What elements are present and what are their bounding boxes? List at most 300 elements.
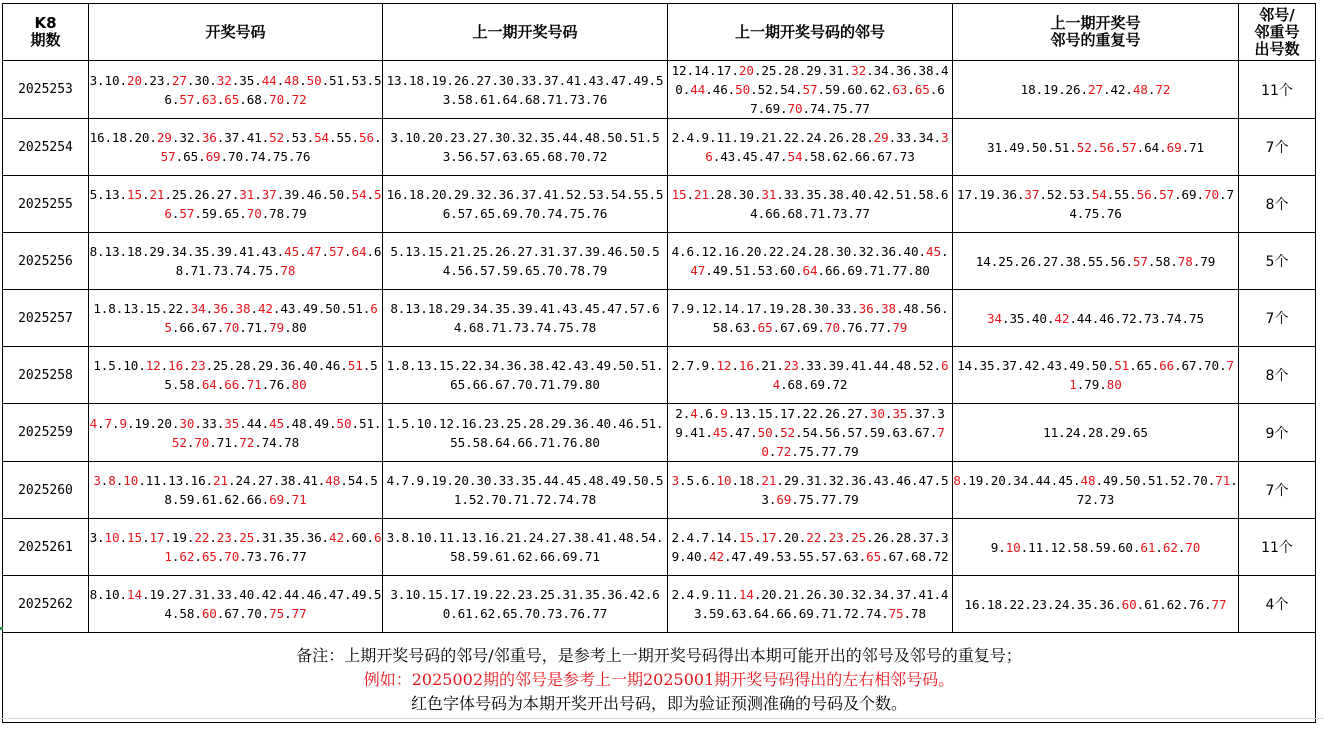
number-text: . [772, 425, 781, 440]
hit-number: 70 [246, 206, 262, 221]
hit-number: 34 [987, 310, 1002, 326]
table-row [3, 119, 1316, 176]
number-text: 3. [89, 530, 105, 545]
hit-count-cell[interactable]: 7个 [1239, 119, 1316, 176]
hit-count-cell[interactable]: 5个 [1239, 233, 1316, 290]
hit-number: 72 [239, 434, 255, 450]
number-text: 31.49.50.51. [986, 139, 1077, 155]
neighbor-numbers-cell[interactable] [668, 576, 953, 633]
number-text: .49.51.53.60. [705, 263, 803, 278]
previous-numbers-cell[interactable] [383, 61, 668, 119]
hit-number: 79 [892, 320, 908, 335]
neighbor-numbers-cell[interactable] [668, 290, 953, 347]
neighbor-repeat-cell[interactable] [953, 233, 1239, 290]
number-text: 2.4.9.11.19.21.22.24.26.28. [671, 130, 874, 145]
period-cell[interactable]: 2025262 [3, 576, 89, 633]
neighbor-repeat-cell[interactable] [953, 404, 1239, 462]
hit-number: 57 [1159, 187, 1175, 202]
hit-number: 57 [802, 82, 818, 97]
number-text: .44.46.72.73.74.75 [1069, 310, 1204, 326]
number-text: . [115, 473, 124, 488]
number-text: .43.49.50.51. [272, 301, 371, 316]
neighbor-numbers-cell[interactable] [668, 233, 953, 290]
number-text: . [373, 130, 382, 145]
table-row [3, 519, 1316, 576]
number-text: .19.27.31.33.40.42.44.46.47.49.54.58. [141, 587, 382, 621]
number-text: .59.60.62. [817, 82, 893, 97]
hit-number: 80 [1106, 377, 1122, 392]
number-text: 7.9.12.14.17.19.28.30.33. [671, 301, 859, 316]
number-text: . [171, 206, 180, 221]
hit-number: 8 [108, 473, 116, 488]
number-text: . [194, 91, 202, 107]
hit-count-cell[interactable]: 9个 [1239, 404, 1316, 462]
number-text: . [940, 244, 949, 259]
number-text: . [171, 549, 180, 564]
note-line-2: 例如：2025002期的邻号是参考上一期2025001期开奖号码得出的左右相邻号码。 [363, 669, 955, 689]
hit-number: 27 [171, 72, 187, 88]
number-text: . [112, 415, 120, 431]
number-text: .13.15.17.22.26.27. [727, 406, 870, 421]
number-text: .39.46.50. [276, 187, 352, 202]
hit-number: 7 [104, 415, 113, 431]
number-text: . [284, 492, 292, 507]
number-text: .37.39.41. [675, 406, 945, 440]
hit-count-cell[interactable]: 7个 [1239, 290, 1316, 347]
hit-number: 48 [1132, 82, 1148, 97]
number-text: .65. [175, 149, 206, 164]
hit-number: 30 [179, 415, 195, 431]
hit-number: 77 [291, 606, 307, 621]
hit-number: 63 [892, 82, 908, 97]
draw-numbers-cell[interactable] [89, 462, 383, 519]
number-text: .66.69.71.77.80 [817, 263, 930, 278]
hit-number: 23 [190, 358, 206, 373]
neighbor-numbers-cell[interactable] [668, 119, 953, 176]
note-cell[interactable] [3, 633, 1316, 723]
hit-number: 60 [1121, 596, 1137, 612]
hit-number: 66 [224, 377, 240, 392]
number-text: . [209, 530, 217, 545]
number-text: .5.6. [679, 473, 717, 488]
number-text: .67.68.72 [881, 549, 949, 564]
hit-number: 9 [119, 415, 127, 431]
number-text: .47. [727, 425, 758, 440]
number-text: . [1114, 139, 1122, 155]
hit-number: 14 [127, 587, 142, 602]
hit-number: 44 [690, 82, 706, 97]
number-text: 1.5.10. [93, 358, 146, 373]
number-text: . [231, 530, 240, 545]
number-text: .68. [239, 91, 270, 107]
hit-number: 14 [738, 587, 754, 602]
hit-number: 10 [1005, 539, 1021, 555]
number-text: 5.13.15.21.25.26.27.31.37.39.46.50.54.56.57.59.65.70.78.79 [390, 244, 660, 278]
hit-number: 37 [1024, 187, 1040, 202]
number-text: .59.65. [194, 206, 247, 221]
number-text: .76.77. [839, 320, 893, 335]
neighbor-repeat-cell[interactable] [953, 519, 1239, 576]
number-text: .73.76.77 [239, 549, 307, 564]
number-text: .68.69.72 [780, 377, 848, 392]
hit-number: 69 [776, 492, 792, 507]
hit-number: 45 [712, 425, 728, 440]
hit-number: 69 [205, 149, 221, 164]
cell-corner-marker [0, 627, 3, 630]
hit-number: 79 [269, 320, 285, 335]
draw-numbers-cell[interactable] [89, 404, 383, 462]
number-text: .30. [186, 72, 217, 88]
hit-number: 15 [738, 530, 754, 545]
hit-number: 47 [306, 244, 322, 259]
hit-number: 78 [280, 263, 296, 278]
hit-number: 61 [164, 530, 382, 564]
number-text: .67.70. [216, 606, 270, 621]
number-text: .18. [731, 473, 762, 488]
number-text: .42. [1102, 82, 1133, 97]
hit-number: 16 [168, 358, 184, 373]
hit-number: 57 [179, 206, 195, 221]
hit-number: 51 [1114, 358, 1130, 373]
number-text: .52.54. [750, 82, 803, 97]
number-text: .33.35.38.40.42.51.58.64.66.68.71.73.77 [750, 187, 949, 221]
previous-numbers-cell[interactable] [383, 576, 668, 633]
number-text: .47.49.53.55.57.63. [723, 549, 867, 564]
number-text: .67.69. [772, 320, 825, 335]
number-text: .26.28.37.39.40. [671, 530, 949, 564]
hit-number: 75 [269, 606, 285, 621]
hit-number: 16 [738, 358, 754, 373]
number-text: 11.24.28.29.65 [1043, 425, 1148, 440]
hit-number: 60 [201, 606, 217, 621]
hit-number: 42 [329, 530, 345, 545]
hit-number: 36 [705, 130, 949, 164]
hit-number: 35 [224, 415, 240, 431]
period-cell[interactable]: 2025261 [3, 519, 89, 576]
number-text: . [239, 377, 247, 392]
neighbor-numbers-cell[interactable] [668, 347, 953, 404]
hit-number: 30 [869, 406, 885, 421]
hit-number: 29 [873, 130, 889, 145]
previous-numbers-cell[interactable] [383, 519, 668, 576]
hit-number: 52 [269, 130, 285, 145]
number-text: . [1151, 187, 1160, 202]
number-text: .19. [164, 530, 195, 545]
hit-number: 62 [1162, 539, 1178, 555]
previous-numbers-cell[interactable] [383, 347, 668, 404]
hit-number: 42 [257, 301, 273, 316]
number-text: .61.62.76. [1136, 596, 1212, 612]
table-row [3, 176, 1316, 233]
hit-number: 78 [1177, 253, 1193, 269]
number-text: .48.49. [284, 415, 337, 431]
neighbor-repeat-cell[interactable] [953, 576, 1239, 633]
header-neighbor-repeat-numbers[interactable]: 上一期开奖号 邻号的重复号 [953, 4, 1239, 61]
hit-number: 62 [179, 549, 195, 564]
hit-number: 54 [1091, 187, 1107, 202]
hit-count-cell[interactable]: 7个 [1239, 462, 1316, 519]
hit-number: 27 [1088, 82, 1103, 97]
number-text: .33.39.41.44.48.52. [798, 358, 941, 373]
hit-number: 35 [892, 406, 908, 421]
hit-number: 70 [1185, 539, 1201, 555]
number-text: 2.7.9. [671, 358, 717, 373]
hit-number: 57 [1121, 139, 1137, 155]
hit-number: 48 [1080, 473, 1096, 488]
hit-number: 70 [824, 320, 840, 335]
note-row [3, 633, 1316, 723]
hit-number: 64 [201, 377, 217, 392]
header-draw-numbers[interactable]: 开奖号码 [89, 4, 383, 61]
hit-number: 45 [269, 415, 285, 431]
hit-number: 65 [866, 549, 882, 564]
draw-numbers-cell[interactable] [89, 576, 383, 633]
number-text: 8.13.18.29.34.35.39.41.43. [89, 244, 285, 259]
number-text: . [276, 72, 285, 88]
hit-number: 64 [802, 263, 818, 278]
hit-count-cell[interactable]: 8个 [1239, 347, 1316, 404]
previous-numbers-cell[interactable] [383, 404, 668, 462]
previous-numbers-cell[interactable] [383, 462, 668, 519]
period-cell[interactable]: 2025255 [3, 176, 89, 233]
number-text: .44. [239, 415, 270, 431]
hit-number: 48 [284, 72, 300, 88]
number-text: . [753, 530, 762, 545]
sheet-gridline [0, 718, 1324, 719]
neighbor-repeat-cell[interactable] [953, 462, 1239, 519]
hit-number: 21 [694, 187, 709, 202]
number-text: 3.10.15.17.19.22.23.25.31.35.36.42.60.61.62.65.70.73.76.77 [390, 587, 660, 621]
number-text: 3.10. [89, 72, 127, 88]
number-text: .49.50.51.52.70. [1095, 473, 1216, 488]
previous-numbers-cell[interactable] [383, 119, 668, 176]
neighbor-numbers-cell[interactable] [668, 404, 953, 462]
previous-numbers-cell[interactable] [383, 176, 668, 233]
hit-number: 56 [1136, 187, 1152, 202]
hit-number: 51 [347, 358, 363, 373]
hit-number: 72 [1155, 82, 1171, 97]
number-text: .74.78 [254, 434, 300, 450]
header-neighbor-numbers[interactable]: 上一期开奖号码的邻号 [668, 4, 953, 61]
hit-number: 15 [126, 187, 142, 202]
number-text: . [299, 72, 307, 88]
number-text: .32. [171, 130, 202, 145]
hit-number: 42 [1054, 310, 1070, 326]
neighbor-numbers-cell[interactable] [668, 176, 953, 233]
note-line-1: 备注：上期开奖号码的邻号/邻重号，是参考上一期开奖号码得出本期可能开出的邻号及邻号的重复号； [296, 645, 1022, 665]
neighbor-repeat-cell[interactable] [953, 119, 1239, 176]
hit-number: 70 [787, 101, 803, 116]
number-text: .53. [284, 130, 315, 145]
number-text: .76. [261, 377, 292, 392]
hit-number: 65 [914, 82, 930, 97]
number-text: 8.10. [89, 587, 127, 602]
number-text: .71. [209, 434, 240, 450]
number-text: .48.56.58.63. [712, 301, 949, 335]
number-text: .66.67. [171, 320, 225, 335]
number-text: .37.41. [216, 130, 270, 145]
number-text: . [141, 187, 150, 202]
number-text: . [884, 406, 893, 421]
hit-number: 56 [164, 187, 382, 221]
hit-number: 80 [291, 377, 307, 392]
hit-number: 52 [171, 434, 187, 450]
hit-number: 57 [1132, 253, 1148, 269]
hit-number: 21 [149, 187, 165, 202]
number-text: . [1155, 539, 1163, 555]
hit-number: 56 [358, 130, 374, 145]
number-text: 16.18.20. [89, 130, 157, 145]
hit-number: 36 [201, 130, 217, 145]
number-text: .74.75.76 [1069, 187, 1234, 221]
hit-number: 38 [881, 301, 897, 316]
number-text: .60. [344, 530, 374, 545]
hit-number: 25 [239, 530, 255, 545]
number-text: 1.8.13.15.22.34.36.38.42.43.49.50.51.65.66.67.70.71.79.80 [386, 358, 664, 392]
draw-numbers-cell[interactable] [89, 347, 383, 404]
number-text: .25.28.29.31. [753, 63, 852, 78]
number-text: . [97, 415, 105, 431]
table-row [3, 233, 1316, 290]
number-text: . [344, 244, 352, 259]
number-text: 4.6.12.16.20.22.24.28.30.32.36.40. [671, 244, 926, 259]
number-text: .67.70. [1174, 358, 1227, 373]
neighbor-numbers-cell[interactable] [668, 61, 953, 119]
hit-number: 3 [671, 473, 680, 488]
draw-numbers-cell[interactable] [89, 176, 383, 233]
period-cell[interactable]: 2025260 [3, 462, 89, 519]
hit-number: 25 [851, 530, 867, 545]
number-text: .79 [1192, 253, 1216, 269]
hit-count-cell[interactable]: 11个 [1239, 61, 1316, 119]
number-text: .78 [903, 606, 926, 621]
period-cell[interactable]: 2025256 [3, 233, 89, 290]
number-text: .20.21.26.30.32.34.37.41.43.59.63.64.66.69.71.72.74. [694, 587, 949, 621]
draw-numbers-cell[interactable] [89, 61, 383, 119]
number-text: .21. [753, 358, 784, 373]
hit-number: 23 [828, 530, 844, 545]
hit-number: 9 [720, 406, 728, 421]
hit-number: 71 [1215, 473, 1231, 488]
hit-number: 70 [269, 91, 285, 107]
number-text: .54.56.57.59.63.67. [795, 425, 938, 440]
hit-number: 42 [708, 549, 724, 564]
hit-number: 66 [1159, 358, 1175, 373]
hit-number: 75 [888, 606, 904, 621]
neighbor-numbers-cell[interactable] [668, 462, 953, 519]
number-text: 3.8.10.11.13.16.21.24.27.38.41.48.54.58.59.61.62.66.69.71 [386, 530, 664, 564]
neighbor-repeat-cell[interactable] [953, 290, 1239, 347]
period-cell[interactable]: 2025253 [3, 61, 89, 119]
hit-number: 61 [1140, 539, 1156, 555]
hit-number: 12 [145, 358, 161, 373]
hit-number: 54 [314, 130, 330, 145]
number-text: .29.31.32.36.43.46.47.53. [761, 473, 949, 507]
number-text: .25.26.27. [164, 187, 240, 202]
neighbor-repeat-cell[interactable] [953, 347, 1239, 404]
hit-count-cell[interactable]: 4个 [1239, 576, 1316, 633]
number-text: .55. [1106, 187, 1137, 202]
number-text: . [907, 82, 915, 97]
number-text: .25.28.29.36.40.46. [205, 358, 348, 373]
neighbor-repeat-cell[interactable] [953, 176, 1239, 233]
header-period[interactable]: K8 期数 [3, 4, 89, 61]
previous-numbers-cell[interactable] [383, 290, 668, 347]
hit-count-cell[interactable]: 11个 [1239, 519, 1316, 576]
hit-number: 4 [89, 415, 98, 431]
hit-number: 69 [1166, 139, 1182, 155]
draw-numbers-cell[interactable] [89, 519, 383, 576]
hit-number: 65 [757, 320, 773, 335]
hit-number: 48 [325, 473, 341, 488]
number-text: . [1091, 139, 1100, 155]
number-text: 9. [990, 539, 1006, 555]
table-row [3, 404, 1316, 462]
header-row [3, 4, 1316, 61]
draw-numbers-cell[interactable] [89, 290, 383, 347]
number-text: 12.14.17. [671, 63, 739, 78]
number-text: . [1147, 82, 1156, 97]
number-text: .52.53. [1039, 187, 1092, 202]
hit-number: 64 [772, 358, 949, 392]
number-text: .11.12.58.59.60. [1020, 539, 1141, 555]
number-text: 16.18.22.23.24.35.36. [964, 596, 1122, 612]
number-text: . [821, 530, 829, 545]
number-text: .75.77.79 [791, 492, 859, 507]
period-cell[interactable]: 2025259 [3, 404, 89, 462]
period-cell[interactable]: 2025258 [3, 347, 89, 404]
neighbor-repeat-cell[interactable] [953, 61, 1239, 119]
hit-number: 17 [761, 530, 777, 545]
header-hit-count[interactable]: 邻号/ 邻重号 出号数 [1239, 4, 1316, 61]
number-text: .33. [194, 415, 225, 431]
draw-numbers-cell[interactable] [89, 119, 383, 176]
number-text: 14.25.26.27.38.55.56. [975, 253, 1133, 269]
number-text: . [216, 377, 225, 392]
number-text: . [254, 187, 262, 202]
hit-number: 10 [716, 473, 732, 488]
period-cell[interactable]: 2025254 [3, 119, 89, 176]
number-text: .20. [776, 530, 807, 545]
number-text: 2.4.9.11. [671, 587, 739, 602]
number-text: .35.40. [1001, 310, 1055, 326]
hit-number: 15 [126, 530, 142, 545]
hit-number: 22 [194, 530, 210, 545]
period-cell[interactable]: 2025257 [3, 290, 89, 347]
number-text: .28.30. [708, 187, 762, 202]
number-text: .58.62.66.67.73 [802, 149, 915, 164]
hit-number: 50 [306, 72, 322, 88]
hit-number: 64 [351, 244, 367, 259]
hit-number: 10 [123, 473, 139, 488]
number-text: .23. [141, 72, 172, 88]
neighbor-numbers-cell[interactable] [668, 519, 953, 576]
number-text: .74.75.77 [802, 101, 870, 116]
note-line-3: 红色字体号码为本期开奖开出号码，即为验证预测准确的号码及个数。 [410, 693, 907, 713]
table-row [3, 290, 1316, 347]
previous-numbers-cell[interactable] [383, 233, 668, 290]
hit-number: 47 [690, 263, 706, 278]
hit-number: 12 [716, 358, 732, 373]
number-text: . [250, 301, 258, 316]
hit-number: 21 [213, 473, 229, 488]
number-text: . [284, 91, 292, 107]
hit-number: 65 [201, 549, 217, 564]
number-text: .70.74.75.76 [220, 149, 311, 164]
header-previous-numbers[interactable]: 上一期开奖号码 [383, 4, 668, 61]
hit-count-cell[interactable]: 8个 [1239, 176, 1316, 233]
draw-numbers-cell[interactable] [89, 233, 383, 290]
